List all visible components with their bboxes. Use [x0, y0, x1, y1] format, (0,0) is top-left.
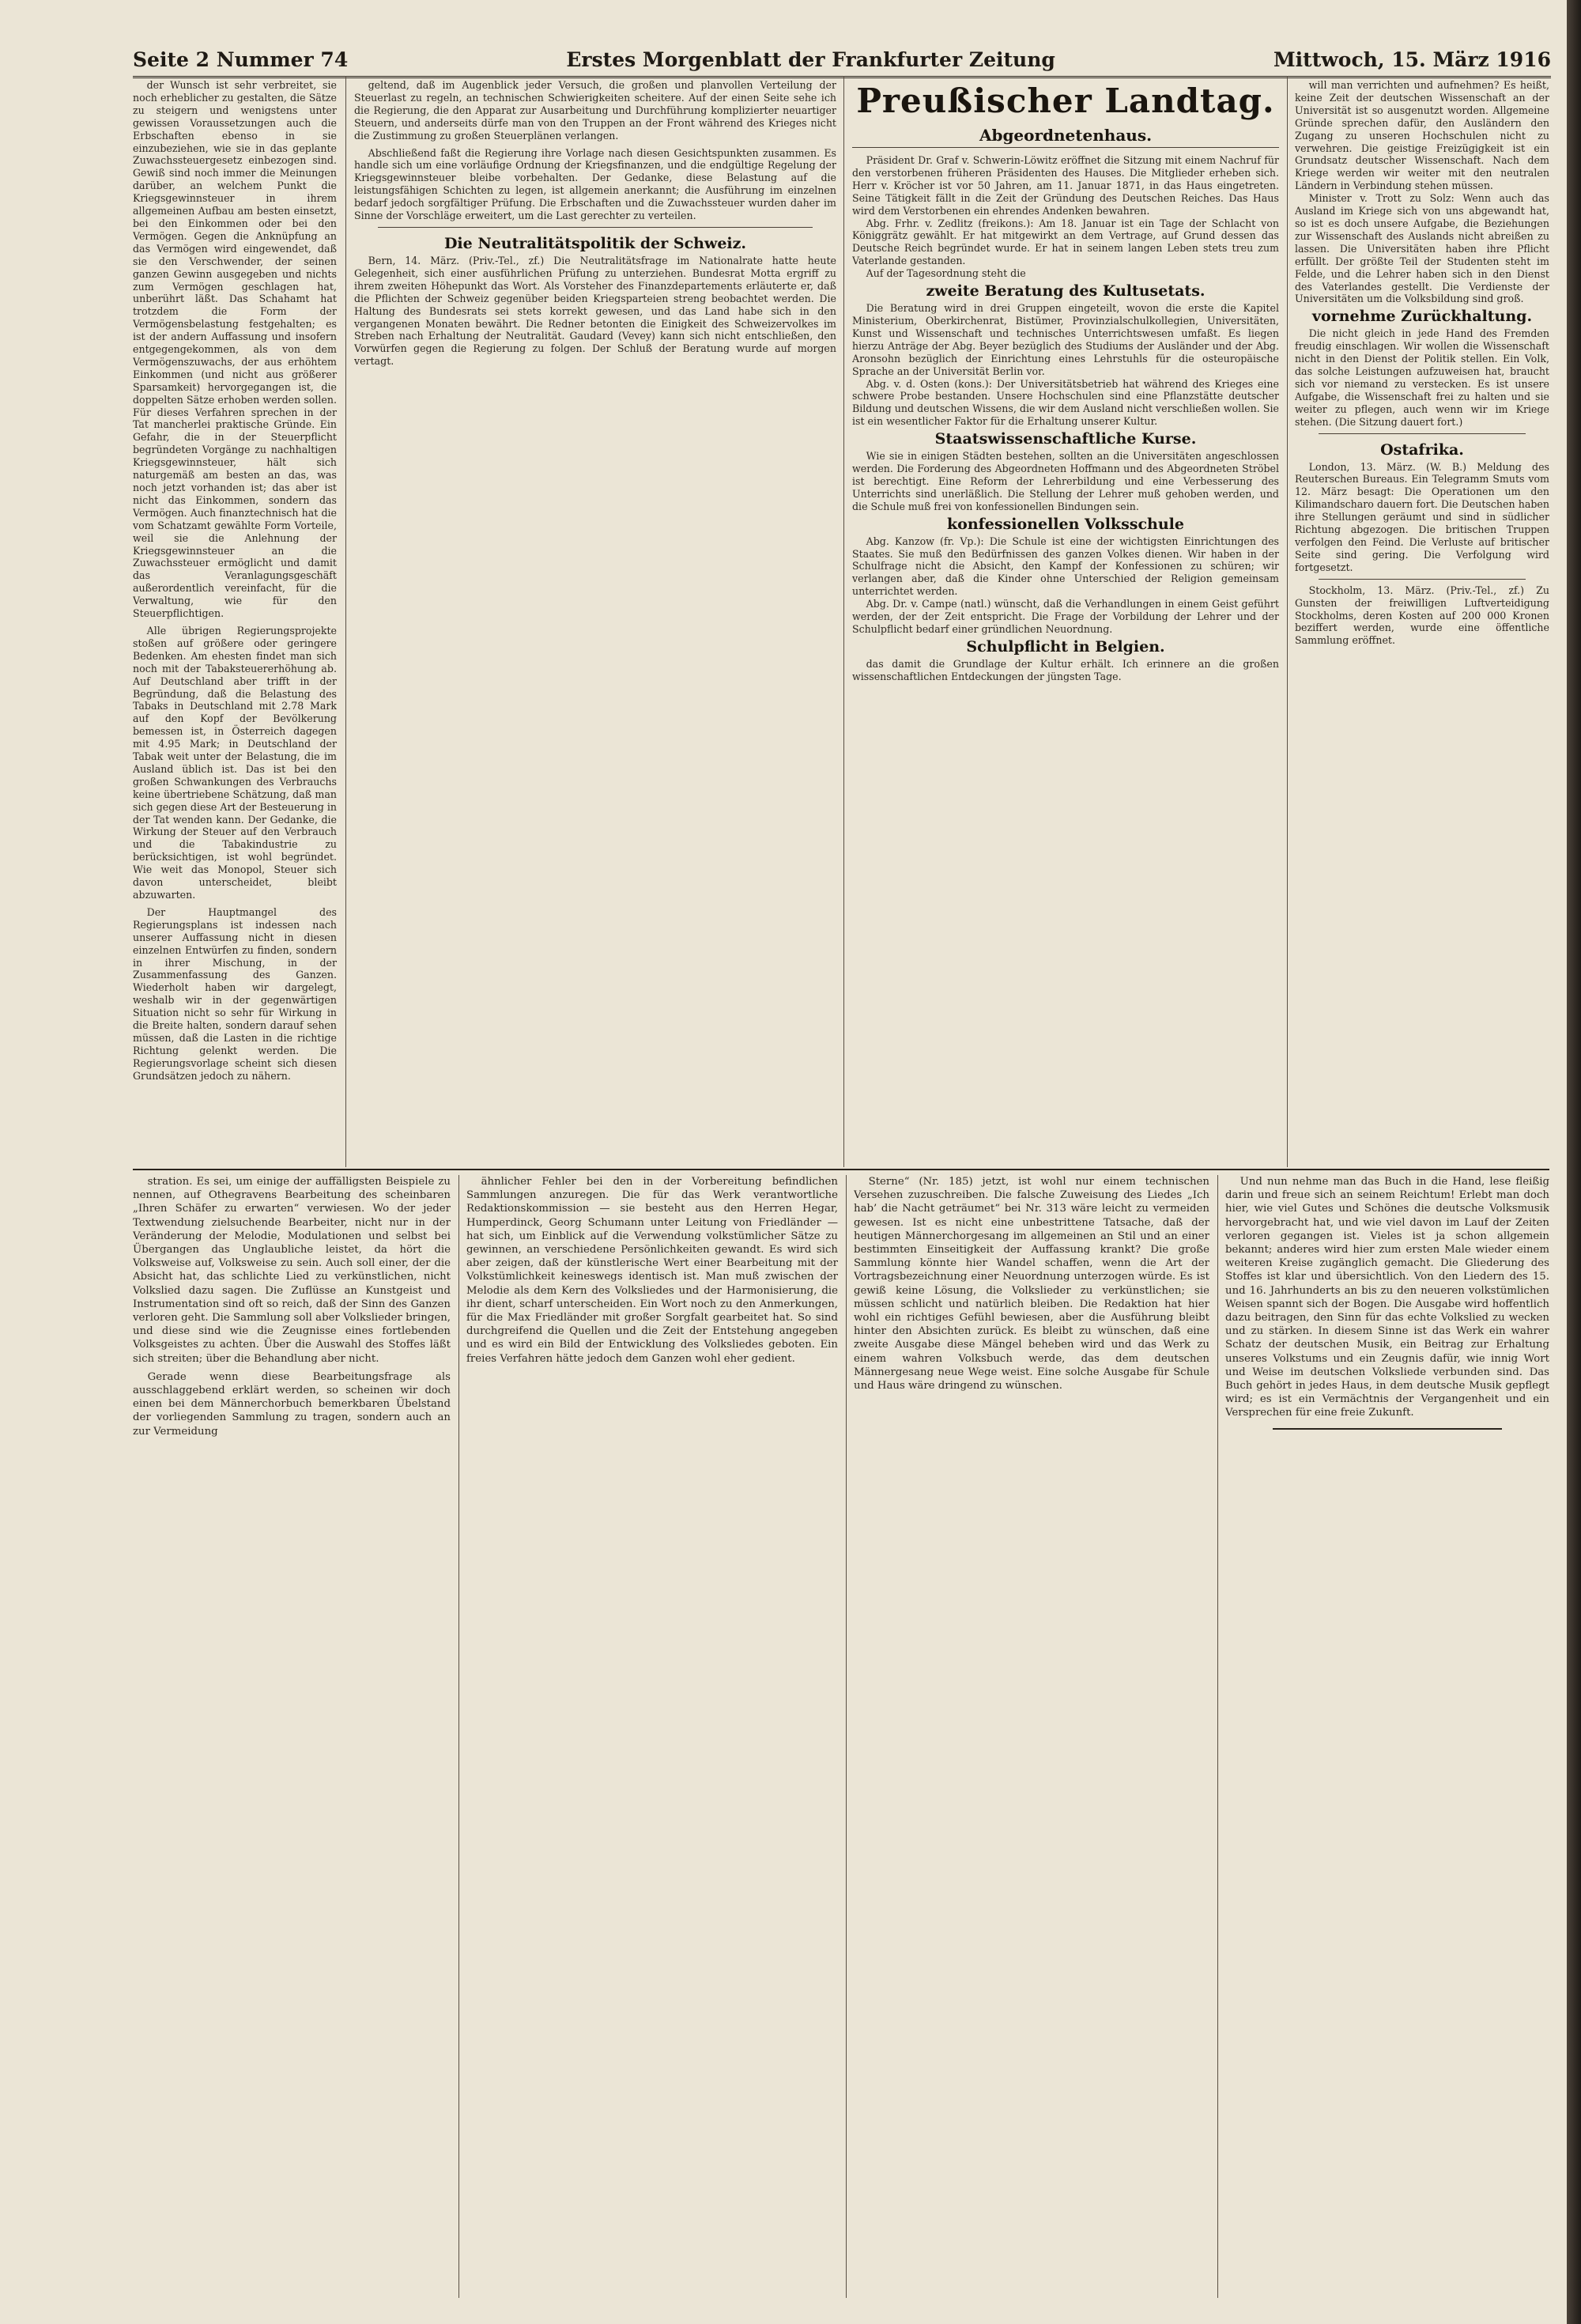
column-2: [354, 79, 836, 1167]
article-paragraph: London, 13. März. (W. B.) Meldung des Reuterschen Bureaus. Ein Telegramm Smuts vom 12. März besagt: Die Operationen um den Kilimandscharo dauern fort. Die Deutschen haben ihre Stellungen geräumt und sind in südlicher Richtung abgezogen. Die britischen Truppen verfolgen den Feind. Die Verluste auf britischer Seite sind gering. Die Verfolgung wird fortgesetzt.: [1295, 460, 1549, 573]
article-paragraph: Bern, 14. März. (Priv.-Tel., zf.) Die Neutralitätsfrage im Nationalrate hatte heute Gelegenheit, sich einer ausführlichen Prüfung zu unterziehen. Bundesrat Motta ergriff zu ihrem zweiten Höhepunkt das Wort. Als Vorsteher des Finanzdepartements erläuterte er, daß die Pflichten der Schweiz gegenüber beiden Kriegsparteien streng beobachtet werden. Die Haltung des Bundesrats sei stets korrekt gewesen, und das Land habe sich in den vergangenen Monaten bewährt. Die Redner betonten die Einigkeit des Schweizervolkes im Streben nach Erhaltung der Neutralität. Gaudard (Vevey) kann sich nicht entschließen, den Vorwürfen gegen die Regierung zu folgen. Der Schluß der Beratung wurde auf morgen vertagt.: [354, 254, 836, 368]
feuilleton-paragraph: ähnlicher Fehler bei den in der Vorbereitung befindlichen Sammlungen anzuregen. Die für das Werk verantwortliche Redaktionskommission — sie besteht aus den Herren Hegar, Humperdinck, Georg Schumann unter Leitung von Friedländer — hat sich, um Einblick auf die Verwendung volkstümlicher Sätze zu gewinnen, an verschiedene Persönlichkeiten gewandt. Es wird sich aber zeigen, daß der künstlerische Wert einer Bearbeitung mit der Volkstümlichkeit keineswegs identisch ist. Man muß zwischen der Melodie als dem Kern des Volksliedes und der Harmonisierung, die ihr dient, scharf unterscheiden. Ein Wort noch zu den Anmerkungen, für die Max Friedländer mit großer Sorgfalt gearbeitet hat. So sind durchgreifend die Quellen und die Zeit der Entstehung angegeben und es wird ein Bild der Entwicklung des Volksliedes geboten. Ein freies Verfahren hätte jedoch dem Ganzen wohl eher gedient.: [466, 1176, 838, 1365]
article-paragraph: Der Hauptmangel des Regierungsplans ist indessen nach unserer Auffassung nicht in diesen einzelnen Entwürfen zu finden, sondern in ihrer Mischung, in der Zusammenfassung des Ganzen. Wiederholt haben wir dargelegt, weshalb wir in der gegenwärtigen Situation nicht so sehr für Wirkung in die Breite halten, sondern darauf sehen müssen, daß die Lasten in die richtige Richtung gelenkt werden. Die Regierungsvorlage scheint sich diesen Grundsätzen jedoch zu nähern.: [133, 905, 337, 1082]
article-paragraph: Abg. Dr. v. Campe (natl.) wünscht, daß die Verhandlungen in einem Geist geführt werden, der der Zeit entspricht. Die Frage der Vorbildung der Lehrer und der Schulpflicht bedarf einer gründlichen Neuordnung.: [852, 598, 1279, 635]
article-paragraph: Die Beratung wird in drei Gruppen eingeteilt, wovon die erste die Kapitel Ministerium, Oberkirchenrat, Bistümer, Provinzialschulkollegien, Universitäten, Kunst und Wissenschaft und technisches Unterrichtswesen umfaßt. Es liegen hierzu Anträge der Abg. Beyer bezüglich des Studiums der Ausländer und der Abg. Aronsohn bezüglich der Einrichtung eines Lehrstuhls für die osteuropäische Sprache an der Universität Berlin vor.: [852, 302, 1279, 377]
article-paragraph: das damit die Grundlage der Kultur erhält. Ich erinnere an die großen wissenschaftlichen Entdeckungen der jüngsten Tage.: [852, 657, 1279, 682]
section-heading: Staatswissenschaftliche Kurse.: [934, 430, 1197, 448]
article-paragraph: Abg. v. d. Osten (kons.): Der Universitätsbetrieb hat während des Krieges eine schwere Probe bestanden. Unsere Hochschulen sind eine Pflanzstätte deutscher Bildung und deutschen Wissens, die wir dem Ausland nicht verschließen wollen. Sie ist ein wesentlicher Faktor für die Erhaltung unserer Kultur.: [852, 377, 1279, 428]
column-1: [133, 79, 337, 1167]
end-rule: [1273, 1428, 1502, 1430]
section-heading: zweite Beratung des Kultusetats.: [926, 282, 1206, 300]
feuilleton-column-3: [854, 1175, 1209, 2304]
feuilleton-paragraph: Und nun nehme man das Buch in die Hand, lese fleißig darin und freue sich an seinem Reichtum! Erlebt man doch hier, wie viel Gutes und Schönes die deutsche Volksmusik hervorgebracht hat, und wie viel davon im Lauf der Zeiten verloren gegangen ist. Vieles ist ja schon allgemein bekannt; anderes wird hier zum ersten Male wieder einem weiteren Kreise zugänglich gemacht. Die Gliederung des Stoffes ist klar und übersichtlich. Von den Liedern des 15. und 16. Jahrhunderts an bis zu den neueren volkstümlichen Weisen spannt sich der Bogen. Die Ausgabe wird hoffentlich dazu beitragen, den Sinn für das echte Volkslied zu wecken und zu stärken. In diesem Sinne ist das Werk ein wahrer Schatz der deutschen Musik, ein Beitrag zur Erhaltung unseres Volkstums und ein Zeugnis dafür, wie innig Wort und Weise im deutschen Volksliede verbunden sind. Das Buch gehört in jedes Haus, in dem deutsche Musik gepflegt wird; es ist ein Vermächtnis der Vergangenheit und ein Versprechen für eine freie Zukunft.: [1225, 1176, 1549, 1419]
masthead: Erstes Morgenblatt der Frankfurter Zeitung: [566, 48, 1055, 71]
article-paragraph: Präsident Dr. Graf v. Schwerin-Löwitz eröffnet die Sitzung mit einem Nachruf für den verstorbenen früheren Präsidenten des Hauses. Die Mitglieder erheben sich. Herr v. Kröcher ist vor 50 Jahren, am 11. Januar 1871, in das Haus eingetreten. Seine Tätigkeit fällt in die Zeit der Gründung des Deutschen Reiches. Das Haus wird dem Verstorbenen ein ehrendes Andenken bewahren.: [852, 154, 1279, 217]
article-subtitle: Abgeordnetenhaus.: [852, 123, 1279, 148]
section-heading: Schulpflicht in Belgien.: [966, 637, 1165, 656]
column-rule: [846, 1175, 847, 2298]
binding-edge: [1567, 0, 1581, 2324]
article-paragraph: Stockholm, 13. März. (Priv.-Tel., zf.) Zu Gunsten der freiwilligen Luftverteidigung Stockholms, deren Kosten auf 200 000 Kronen beziffert werden, wurde eine öffentliche Sammlung eröffnet.: [1295, 584, 1549, 647]
column-4: [1295, 79, 1549, 1167]
column-rule: [345, 76, 346, 1167]
section-heading: konfessionellen Volksschule: [946, 515, 1184, 533]
article-paragraph: Wie sie in einigen Städten bestehen, sollten an die Universitäten angeschlossen werden. Die Forderung des Abgeordneten Hoffmann und des Abgeordneten Ströbel ist berechtigt. Eine Reform der Lehrerbildung und eine Verbesserung des Unterrichts sind unerläßlich. Die Stellung der Lehrer muß gehoben werden, und die Schule muß frei von konfessionellen Bindungen sein.: [852, 450, 1279, 512]
feuilleton-column-4: [1225, 1175, 1549, 2304]
feuilleton-paragraph: Gerade wenn diese Bearbeitungsfrage als ausschlaggebend erklärt werden, so scheinen wir doch einen bei dem Männerchorbuch bemerkbaren Übelstand der vorliegenden Sammlung zu tragen, sondern auch an zur Vermeidung: [133, 1370, 451, 1438]
feuilleton-column-2: [466, 1175, 838, 2304]
article-heading: Die Neutralitätspolitik der Schweiz.: [443, 234, 747, 252]
column-rule: [1217, 1175, 1218, 2298]
column-rule: [1287, 76, 1288, 1167]
feuilleton-rule: [133, 1169, 1549, 1170]
page-header: [133, 36, 1551, 78]
feuilleton-paragraph: stration. Es sei, um einige der auffälligsten Beispiele zu nennen, auf Othegravens Bearbeitung des scheinbaren „Ihren Schäfer zu erwarten“ verwiesen. Wo der jeder Textwendung zielsuchende Bearbeiter, nicht nur in der Veränderung der Melodie, Modulationen und selbst bei Übergangen das Unglaubliche leistet, da hört die Volksweise auf, Volksweise zu sein. Auch soll einer, der die Absicht hat, das schlichte Lied zu verkünstlichen, nicht Volkslied dazu sagen. Die Zuflüsse an Kunstgeist und Instrumentation sind oft so reich, daß der Sinn des Ganzen verloren geht. Die Sammlung soll aber Volkslieder bringen, und diese sind wie die Zeugnisse eines fortlebenden Volksgeistes zu achten. Über die Auswahl des Stoffes läßt sich streiten; über die Behandlung aber nicht.: [133, 1176, 451, 1365]
article-paragraph: will man verrichten und aufnehmen? Es heißt, keine Zeit der deutschen Wissenschaft an der Universität ist so ausgenutzt worden. Allgemeine Gründe sprechen dafür, den Ausländern den Zugang zu unseren Hochschulen nicht zu verwehren. Die geistige Freizügigkeit ist ein Grundsatz deutscher Wissenschaft. Nach dem Kriege werden wir weiter mit den neutralen Ländern in Verbindung stehen müssen.: [1295, 79, 1549, 192]
article-paragraph: Alle übrigen Regierungsprojekte stoßen auf größere oder geringere Bedenken. Am ehesten findet man sich noch mit der Tabaksteuererhöhung ab. Auf Deutschland aber trifft in der Begründung, daß die Belastung des Tabaks in Deutschland mit 2.78 Mark auf den Kopf der Bevölkerung bemessen ist, in Österreich dagegen mit 4.95 Mark; in Deutschland der Tabak weit unter der Belastung, die im Ausland üblich ist. Das ist bei den großen Schwankungen des Verbrauchs keine übertriebene Schätzung, daß man sich gegen diese Art der Besteuerung in der Tat wenden kann. Der Gedanke, die Wirkung der Steuer auf den Verbrauch und die Tabakindustrie zu berücksichtigen, ist wohl begründet. Wie weit das Monopol, Steuer sich davon unterscheidet, bleibt abzuwarten.: [133, 624, 337, 901]
column-3: [852, 79, 1279, 1167]
column-rule: [843, 76, 844, 1167]
article-paragraph: Abg. Frhr. v. Zedlitz (freikons.): Am 18. Januar ist ein Tage der Schlacht von Königgrätz gewählt. Er hat mitgewirkt an dem Vertrage, auf Grund dessen das Deutsche Reich begründet wurde. Er hat in seinem langen Leben stets treu zum Vaterlande gestanden.: [852, 217, 1279, 267]
article-paragraph: Auf der Tagesordnung steht die: [866, 267, 1026, 280]
issue-date: Mittwoch, 15. März 1916: [1273, 48, 1551, 71]
article-title: Preußischer Landtag.: [856, 81, 1275, 120]
feuilleton-column-1: [133, 1175, 451, 2304]
article-paragraph: der Wunsch ist sehr verbreitet, sie noch erheblicher zu gestalten, die Sätze zu steigern und wenigstens unter gewissen Voraussetzungen auch die Erbschaften ebenso in sie einzubeziehen, wie sie in das geplante Zuwachssteuergesetz einbezogen sind. Gewiß sind noch immer die Meinungen darüber, an welchem Punkt die Kriegsgewinnsteuer in ihrem allgemeinen Aufbau am besten einsetzt, bei den Einkommen oder bei den Vermögen. Gegen die Anknüpfung an das Vermögen wird eingewendet, daß sie den Verschwender, der seinen ganzen Gewinn ausgegeben und nichts zum Vermögen geschlagen hat, unberührt läßt. Das Schahamt hat trotzdem die Form der Vermögensbelastung festgehalten; es ist der andern Auffassung und insofern entgegengekommen, als von dem Vermögenszuwachs, der aus erhöhtem Einkommen (und nicht aus größerer Sparsamkeit) hervorgegangen ist, die doppelten Sätze erhoben werden sollen. Für dieses Verfahren sprechen in der Tat mancherlei praktische Gründe. Ein Gefahr, die in der Steuerpflicht begründeten Vorgänge zu nachhaltigen Kriegsgewinnsteuer, hält sich naturgemäß am besten an das, was noch jetzt vorhanden ist; das aber ist nicht das Einkommen, sondern das Vermögen. Auch finanztechnisch hat die vom Schatzamt gewählte Form Vorteile, weil sie die Anlehnung der Kriegsgewinnsteuer an die Zuwachssteuer ermöglicht und damit das Veranlagungsgeschäft außerordentlich vereinfacht, für die Verwaltung, wie für den Steuerpflichtigen.: [133, 79, 337, 620]
article-paragraph: Die nicht gleich in jede Hand des Fremden freudig einschlagen. Wir wollen die Wissenschaft nicht in den Dienst der Politik stellen. Ein Volk, das solche Leistungen aufzuweisen hat, braucht sich vor niemand zu verstecken. Es ist unsere Aufgabe, die Wissenschaft frei zu halten und sie weiter zu pflegen, auch wenn wir im Kriege stehen. (Die Sitzung dauert fort.): [1295, 327, 1549, 428]
article-paragraph: Abg. Kanzow (fr. Vp.): Die Schule ist eine der wichtigsten Einrichtungen des Staates. Sie muß den Bedürfnissen des ganzen Volkes dienen. Wir haben in der Schulfrage nicht die Absicht, den Kampf der Konfessionen zu schüren; wir verlangen aber, daß die Kinder ohne Unterschied der Religion gemeinsam unterrichtet werden.: [852, 535, 1279, 598]
column-rule: [458, 1175, 459, 2298]
article-paragraph: Minister v. Trott zu Solz: Wenn auch das Ausland im Kriege sich von uns abgewandt hat, so ist es doch unsere Aufgabe, die Beziehungen zur Wissenschaft des Auslands nicht abreißen zu lassen. Die Universitäten haben ihre Pflicht erfüllt. Der größte Teil der Studenten steht im Felde, und die Lehrer haben sich in den Dienst des Vaterlandes gestellt. Die Verdienste der Universitäten um die Volksbildung sind groß.: [1295, 192, 1549, 305]
article-paragraph: geltend, daß im Augenblick jeder Versuch, die großen und planvollen Verteilung der Steuerlast zu regeln, an technischen Schwierigkeiten scheitere. Auf der einen Seite sehe ich die Regierung, die den Apparat zur Ausarbeitung und Durchführung komplizierter neuartiger Steuern, und anderseits dürfe man von den Truppen an der Front während des Krieges nicht die Zustimmung zu großen Steuerplänen verlangen.: [354, 79, 836, 142]
feuilleton-paragraph: Sterne“ (Nr. 185) jetzt, ist wohl nur einem technischen Versehen zuzuschreiben. Die falsche Zuweisung des Liedes „Ich hab’ die Nacht geträumet“ bei Nr. 313 wäre leicht zu vermeiden gewesen. Ist es nicht eine unbestrittene Tatsache, daß der heutigen Männerchorgesang im allgemeinen an Stil und an einer bestimmten Einseitigkeit der Auffassung krankt? Die große Sammlung könnte hier Wandel schaffen, wenn die Art der Vortragsbezeichnung einer Neuordnung unterzogen würde. Es ist gewiß keine Lösung, die Volkslieder zu verkünstlichen; sie müssen schlicht und natürlich bleiben. Die Redaktion hat hier wohl ein richtiges Gefühl bewiesen, aber die Ausführung bleibt hinter den Absichten zurück. Es bleibt zu wünschen, daß eine zweite Ausgabe diese Mängel beheben wird und das Werk zu einem wahren Volksbuch werde, das dem deutschen Männergesang neue Wege weist. Eine solche Ausgabe für Schule und Haus wäre dringend zu wünschen.: [854, 1176, 1209, 1393]
section-heading: vornehme Zurückhaltung.: [1311, 308, 1533, 326]
page-number: Seite 2 Nummer 74: [133, 48, 349, 71]
article-paragraph: Abschließend faßt die Regierung ihre Vorlage nach diesen Gesichtspunkten zusammen. Es handle sich um eine vorläufige Ordnung der Kriegsfinanzen, und die endgültige Regelung der Kriegsgewinnsteuer bleibe vorbehalten. Der Gedanke, diese Belastung auf die leistungsfähigen Schichten zu legen, ist allgemein anerkannt; die Ausführung im einzelnen bedarf jedoch sorgfältiger Prüfung. Die Erbschaften und die Zuwachssteuer wurden daher im Sinne der Vorschläge erweitert, um die Last gerechter zu verteilen.: [354, 146, 836, 222]
article-heading: Ostafrika.: [1380, 440, 1464, 459]
